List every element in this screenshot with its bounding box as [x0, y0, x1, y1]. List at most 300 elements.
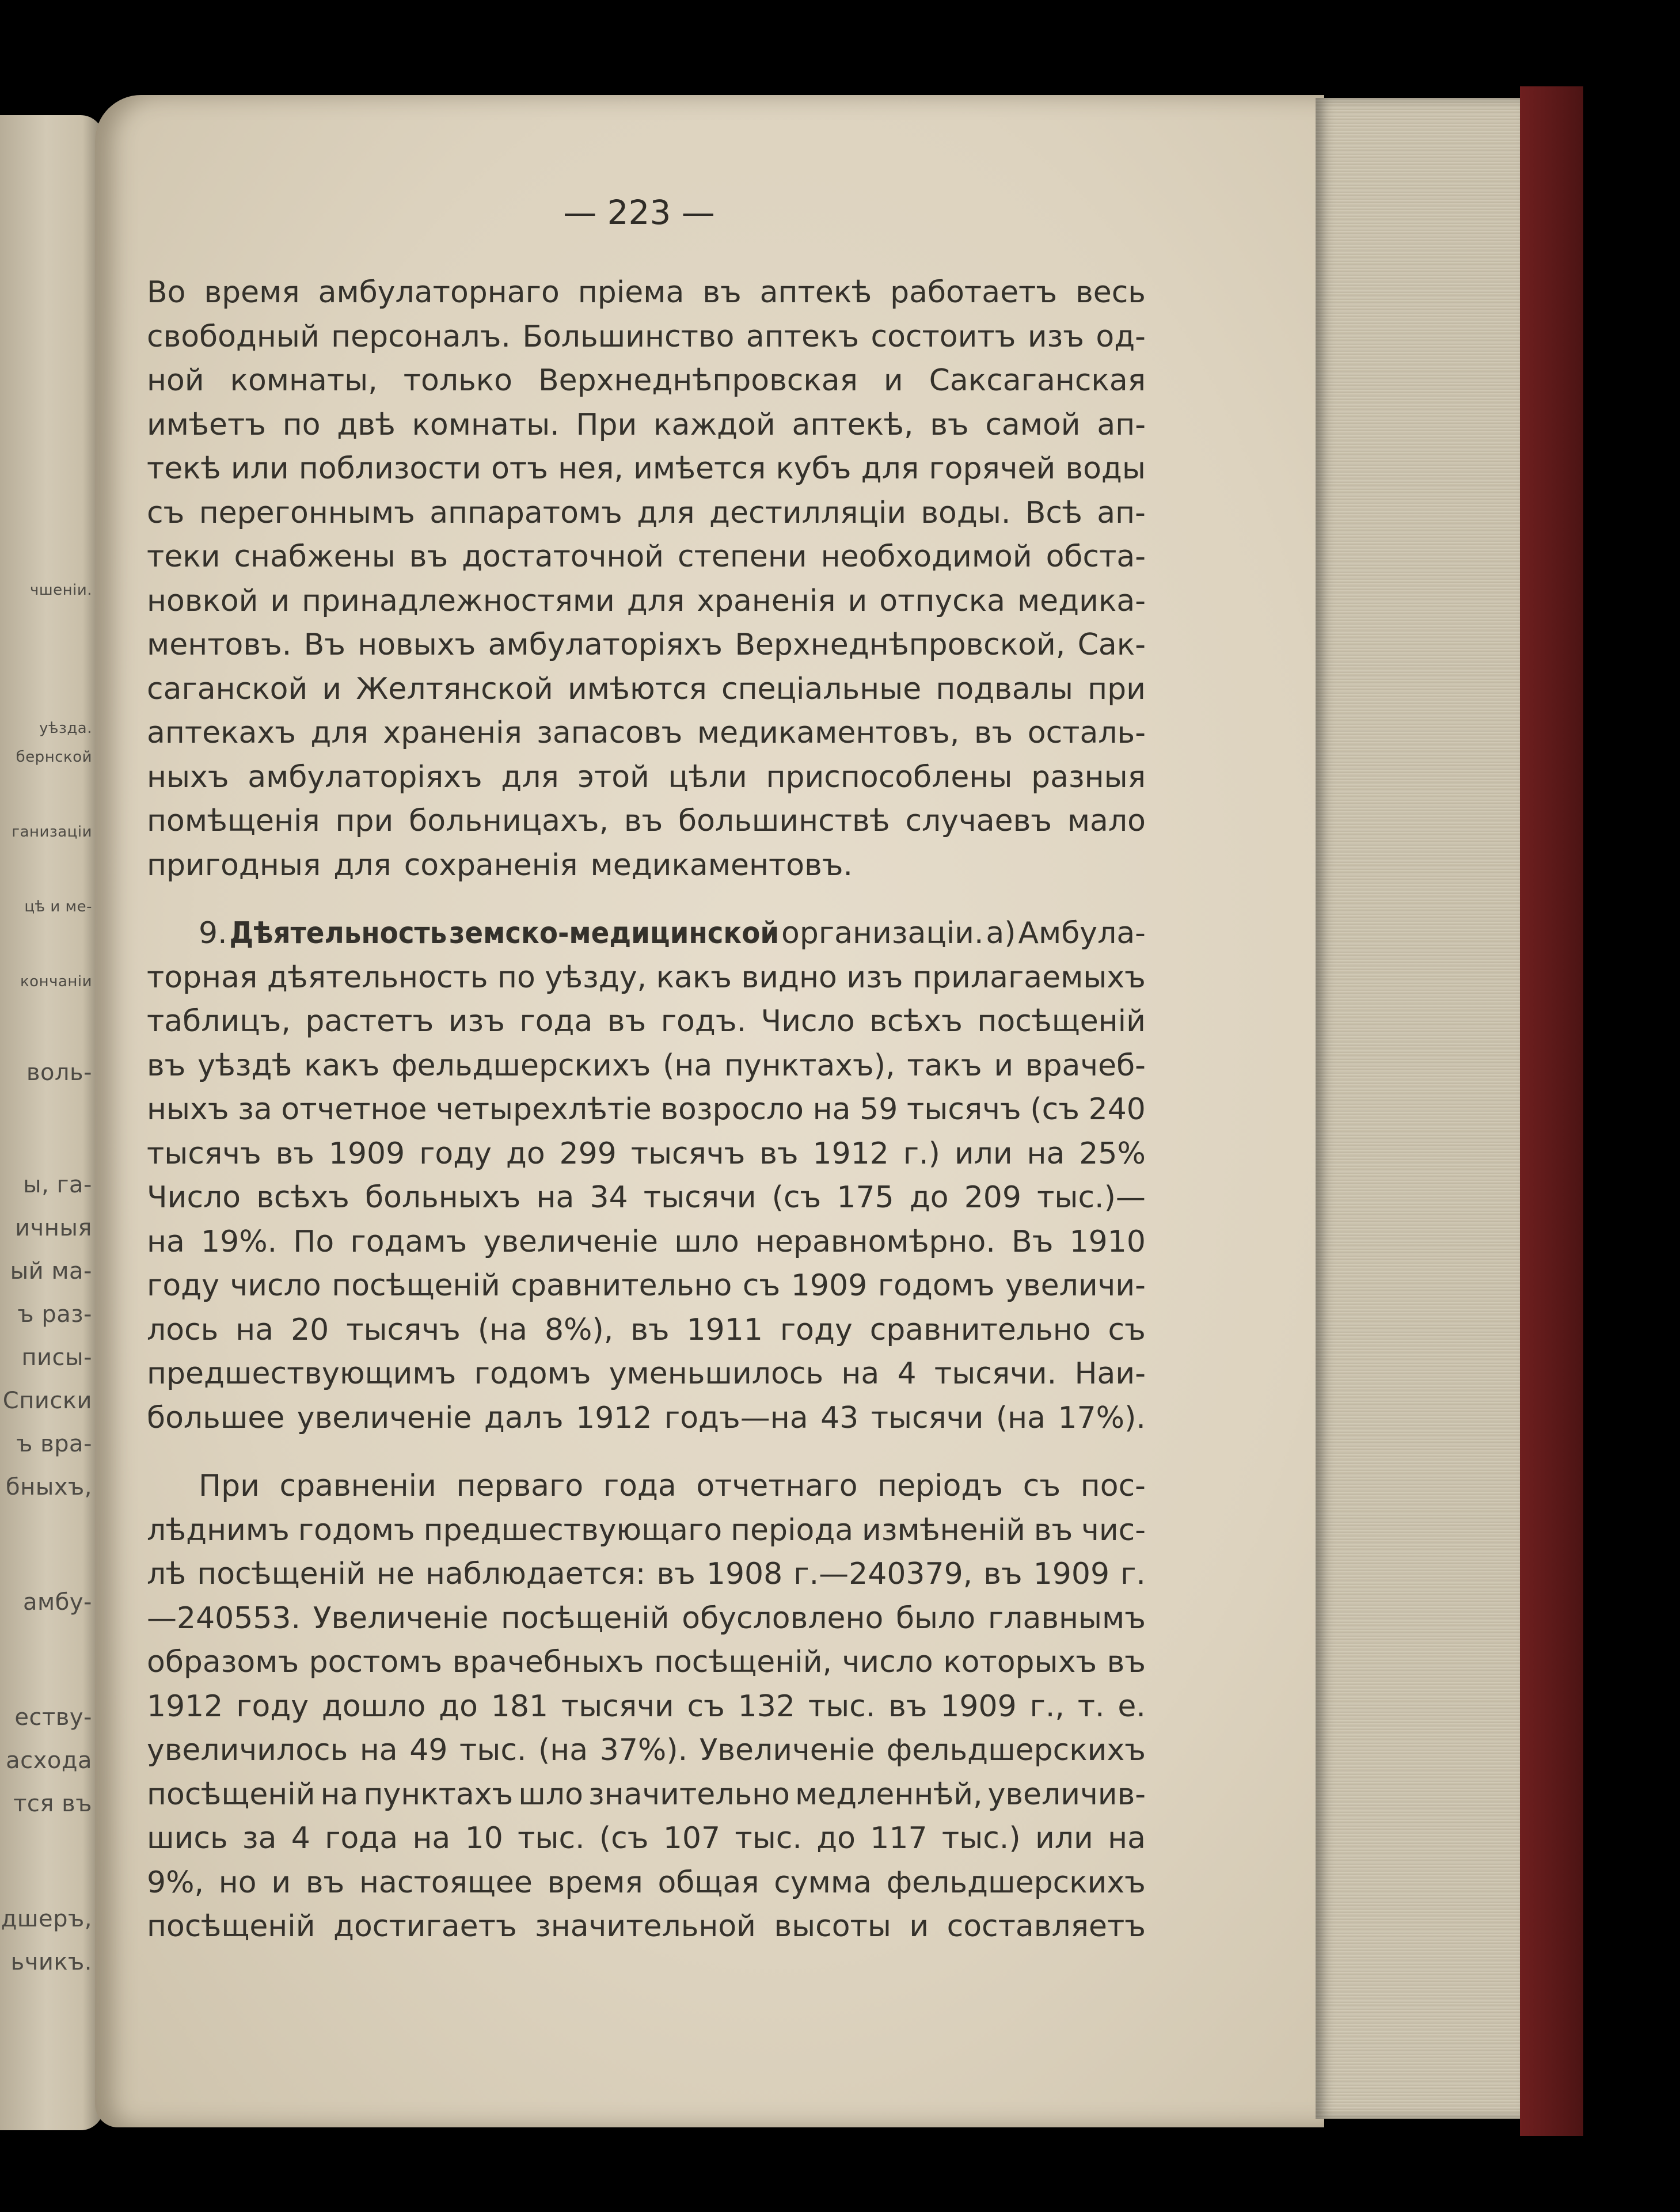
word: пригодныя: [147, 847, 321, 883]
word: настоящее: [359, 1865, 533, 1900]
word: отпуска: [879, 583, 1006, 618]
word: и: [847, 583, 868, 618]
word: и: [883, 363, 903, 398]
word: 132: [738, 1689, 795, 1724]
word: въ: [1107, 1645, 1146, 1679]
word: Во: [147, 275, 186, 310]
word: измѣненій: [862, 1512, 1025, 1548]
word: Верхнеднѣпровской,: [735, 628, 1066, 662]
word: по: [497, 960, 535, 995]
word: годъ.: [660, 1004, 747, 1039]
word: 1909: [328, 1136, 405, 1171]
word: (на: [477, 1312, 527, 1347]
left-fragment: чшеніи.: [29, 581, 92, 599]
word: горячей: [929, 451, 1056, 486]
word: 8%),: [544, 1312, 614, 1347]
word: храненія: [383, 716, 522, 750]
word: земско-медицинской: [449, 916, 780, 951]
word: высоты: [774, 1909, 891, 1944]
word: на: [1108, 1821, 1146, 1856]
word: медикаментовъ,: [697, 716, 960, 750]
word: на: [536, 1180, 575, 1215]
word: достигаетъ: [333, 1909, 517, 1944]
word: увеличеніе: [483, 1224, 659, 1259]
word: Большинство: [522, 319, 735, 354]
left-fragment: ьчикъ.: [10, 1949, 92, 1975]
word: 1909: [790, 1268, 868, 1303]
left-fragment: ъ раз-: [17, 1301, 92, 1328]
word: или: [230, 451, 289, 486]
word: для: [626, 583, 685, 618]
word: цѣли: [668, 759, 747, 795]
word: г.: [1120, 1557, 1146, 1591]
text-line: [147, 271, 1146, 315]
word: (съ: [1030, 1092, 1080, 1127]
word: въ: [974, 716, 1013, 750]
text-line: [147, 1220, 1146, 1264]
left-fragment: воль-: [26, 1059, 92, 1086]
word: число: [842, 1645, 933, 1679]
word: на: [1027, 1136, 1065, 1171]
word: дѣятельность: [267, 960, 488, 995]
word: за: [238, 1092, 272, 1127]
word: 4: [291, 1821, 310, 1856]
word: въ: [147, 1048, 186, 1083]
word: 240: [1088, 1092, 1146, 1127]
word: Число: [761, 1004, 855, 1039]
word: спеціальные: [721, 671, 922, 706]
word: (съ: [771, 1180, 822, 1215]
word: изъ: [448, 1004, 505, 1039]
text-line: [147, 1044, 1146, 1088]
word: годъ—на: [664, 1400, 808, 1435]
word: 1910: [1069, 1224, 1146, 1259]
word: имѣются: [567, 671, 707, 706]
word: аптекъ: [746, 319, 860, 354]
word: годомъ: [298, 1512, 415, 1548]
word: работаетъ: [890, 275, 1058, 310]
word: Дѣятельность: [229, 916, 447, 951]
word: всѣхъ: [256, 1180, 349, 1215]
word: но: [218, 1865, 257, 1900]
word: до: [439, 1689, 478, 1724]
word: (на: [663, 1048, 713, 1083]
word: Верхнеднѣпровская: [538, 363, 858, 398]
word: имѣется: [633, 451, 766, 486]
text-line: [147, 1308, 1146, 1352]
word: аптекѣ,: [792, 407, 914, 442]
word: увеличилось: [147, 1733, 348, 1768]
word: г.,: [1029, 1689, 1065, 1724]
word: составляетъ: [947, 1909, 1146, 1944]
word: 19%.: [201, 1224, 278, 1259]
text-line: [147, 1132, 1146, 1176]
word: году: [147, 1268, 219, 1303]
word: 1912: [812, 1136, 889, 1171]
word: 1912: [147, 1689, 223, 1724]
word: Увеличеніе: [313, 1601, 489, 1636]
word: медика-: [1017, 583, 1146, 618]
word: обста-: [1046, 539, 1146, 574]
word: годамъ: [350, 1224, 467, 1259]
word: въ: [275, 1136, 314, 1171]
word: увеличи-: [1005, 1268, 1146, 1303]
word: до: [816, 1821, 856, 1856]
word: обусловлено: [682, 1601, 884, 1636]
word: больныхъ: [365, 1180, 521, 1215]
left-fragment: еству-: [14, 1704, 92, 1731]
word: помѣщенія: [147, 804, 320, 838]
word: годомъ: [877, 1268, 995, 1303]
word: и: [909, 1909, 929, 1944]
word: съ: [687, 1689, 725, 1724]
left-fragment: тся въ: [13, 1791, 92, 1817]
word: лось: [147, 1312, 219, 1347]
word: на: [812, 1092, 851, 1127]
word: было: [895, 1601, 976, 1636]
word: которыхъ: [943, 1645, 1097, 1679]
text-line: [147, 359, 1146, 403]
word: врачебныхъ: [452, 1645, 644, 1679]
word: четырехлѣтіе: [435, 1092, 652, 1127]
word: періодъ: [877, 1469, 1004, 1503]
word: а): [986, 916, 1016, 951]
word: имѣетъ: [147, 407, 266, 442]
word: 10: [465, 1821, 503, 1856]
page-number: — 223 —: [563, 193, 715, 232]
word: при: [1088, 671, 1146, 706]
word: увеличив-: [987, 1777, 1146, 1812]
word: тыс.: [459, 1733, 527, 1768]
word: Увеличеніе: [699, 1733, 875, 1768]
word: фельдшерскихъ: [886, 1733, 1146, 1768]
word: года: [603, 1469, 676, 1503]
word: степени: [678, 539, 807, 574]
word: чис-: [1081, 1512, 1146, 1548]
word: г.): [903, 1136, 940, 1171]
word: періода: [731, 1512, 854, 1548]
word: сохраненія: [404, 847, 578, 883]
word: новкой: [147, 583, 259, 618]
word: 181: [491, 1689, 549, 1724]
word: для: [333, 847, 392, 883]
text-line: [147, 799, 1146, 843]
word: по: [282, 407, 321, 442]
word: весь: [1075, 275, 1146, 310]
word: пунктахъ),: [724, 1048, 895, 1083]
word: 25%: [1079, 1136, 1146, 1171]
word: разныя: [1031, 759, 1146, 795]
word: таблицъ,: [147, 1004, 291, 1039]
left-fragment: кончаніи: [20, 973, 92, 990]
word: для: [861, 451, 919, 486]
word: отчетное: [281, 1092, 427, 1127]
word: сравнительно: [869, 1312, 1091, 1347]
word: отчетнаго: [696, 1469, 858, 1503]
word: амбулаторіяхъ: [248, 759, 482, 795]
left-fragment: ичныя: [15, 1215, 92, 1241]
word: саганской: [147, 671, 308, 706]
word: 17%).: [1058, 1400, 1146, 1435]
word: посѣщеній: [147, 1777, 316, 1812]
word: запасовъ: [537, 716, 683, 750]
word: ап-: [1097, 495, 1146, 530]
word: Въ: [1012, 1224, 1054, 1259]
word: видно: [741, 960, 837, 995]
text-line: [147, 1728, 1146, 1773]
word: необходимой: [820, 539, 1032, 574]
word: посѣщеній: [197, 1557, 366, 1591]
word: растетъ: [305, 1004, 434, 1039]
word: дошло: [321, 1689, 426, 1724]
word: возросло: [660, 1092, 804, 1127]
word: 4: [897, 1356, 917, 1391]
word: При: [199, 1469, 260, 1503]
left-fragment: ъ вра-: [16, 1431, 92, 1457]
word: лѣ: [147, 1557, 187, 1591]
word: аппаратомъ: [429, 495, 622, 530]
word: на: [841, 1356, 880, 1391]
word: въ: [983, 1557, 1023, 1591]
word: г.—240379,: [793, 1557, 973, 1591]
text-line: [147, 755, 1146, 800]
word: для: [310, 716, 368, 750]
left-fragment: бныхъ,: [5, 1474, 92, 1500]
word: случаевъ: [905, 804, 1052, 838]
word: т.: [1077, 1689, 1105, 1724]
word: перегоннымъ: [199, 495, 415, 530]
word: нея,: [558, 451, 624, 486]
left-fragment: бернской: [16, 748, 92, 766]
text-line: [147, 535, 1146, 579]
left-fragment: ганизаціи: [12, 823, 92, 841]
word: мало: [1067, 804, 1146, 838]
word: на: [412, 1821, 451, 1856]
word: году: [236, 1689, 309, 1724]
left-fragment: асхода: [6, 1747, 92, 1774]
word: тыс.: [518, 1821, 585, 1856]
word: посѣщеній: [332, 1268, 500, 1303]
text-line: [147, 1176, 1146, 1220]
left-fragment: цѣ и ме-: [24, 898, 92, 915]
word: число: [230, 1268, 321, 1303]
left-fragment: ы, га-: [23, 1172, 92, 1198]
word: этой: [577, 759, 649, 795]
word: въ: [759, 1136, 799, 1171]
word: самой: [985, 407, 1081, 442]
word: 59: [860, 1092, 898, 1127]
left-fragment: дшеръ,: [1, 1906, 92, 1932]
word: ростомъ: [309, 1645, 443, 1679]
word: какъ: [656, 960, 732, 995]
word: пунктахъ: [363, 1777, 514, 1812]
word: и: [271, 1865, 291, 1900]
word: ныхъ: [147, 759, 229, 795]
word: сравнительно: [511, 1268, 732, 1303]
word: При: [576, 407, 637, 442]
word: время: [547, 1865, 643, 1900]
word: 49: [409, 1733, 448, 1768]
word: ментовъ.: [147, 628, 292, 662]
word: 1911: [686, 1312, 763, 1347]
word: въ: [702, 275, 742, 310]
text-line: [147, 1464, 1146, 1508]
text-line: [147, 1396, 1146, 1441]
text-line: [147, 1905, 1146, 1949]
word: значительно: [588, 1777, 790, 1812]
word: 209: [964, 1180, 1021, 1215]
word: ныхъ: [147, 1092, 229, 1127]
word: 9.: [199, 916, 227, 951]
text-line: [147, 956, 1146, 1000]
text-line: [147, 711, 1146, 755]
word: торная: [147, 960, 258, 995]
word: дестилляціи: [709, 495, 907, 530]
word: шло: [674, 1224, 739, 1259]
word: принадлежностями: [302, 583, 615, 618]
word: пріема: [577, 275, 685, 310]
left-page-edge: [0, 115, 104, 2130]
word: 1909: [1033, 1557, 1110, 1591]
word: состоитъ: [871, 319, 1016, 354]
word: изъ: [846, 960, 903, 995]
left-fragment: уѣзда.: [39, 720, 92, 737]
word: осталь-: [1027, 716, 1146, 750]
word: до: [909, 1180, 949, 1215]
word: или: [1035, 1821, 1093, 1856]
text-line: [147, 1352, 1146, 1396]
word: наблюдается:: [425, 1557, 646, 1591]
word: снабжены: [234, 539, 396, 574]
word: посѣщеній: [501, 1601, 670, 1636]
word: —240553.: [147, 1601, 301, 1636]
word: Число: [147, 1180, 241, 1215]
left-fragment: ый ма-: [10, 1258, 92, 1284]
word: въ: [930, 407, 969, 442]
left-fragment: амбу-: [23, 1589, 92, 1616]
text-line: [147, 999, 1146, 1044]
word: аптекахъ: [147, 716, 296, 750]
word: предшествующаго: [423, 1512, 723, 1548]
word: новыхъ: [358, 628, 476, 662]
word: аптекѣ: [759, 275, 872, 310]
word: (съ: [599, 1821, 649, 1856]
word: отъ: [491, 451, 548, 486]
word: всѣхъ: [869, 1004, 963, 1039]
word: и: [322, 671, 342, 706]
word: большее: [147, 1400, 285, 1435]
text-line: [147, 1508, 1146, 1553]
text-line: [147, 1088, 1146, 1132]
word: на: [147, 1224, 185, 1259]
word: за: [242, 1821, 277, 1856]
word: каждой: [653, 407, 776, 442]
word: года: [519, 1004, 593, 1039]
word: тыс.: [735, 1821, 802, 1856]
word: или: [954, 1136, 1013, 1171]
word: на: [359, 1733, 398, 1768]
word: подвалы: [936, 671, 1073, 706]
word: храненія: [697, 583, 836, 618]
word: 43: [820, 1400, 859, 1435]
word: при: [335, 804, 394, 838]
word: значительной: [535, 1909, 756, 1944]
word: комнаты.: [412, 407, 560, 442]
word: образомъ: [147, 1645, 299, 1679]
word: 1909: [940, 1689, 1017, 1724]
text-line: [147, 623, 1146, 667]
word: главнымъ: [987, 1601, 1146, 1636]
word: 175: [837, 1180, 894, 1215]
word: тысячи: [871, 1400, 984, 1435]
word: далъ: [484, 1400, 564, 1435]
word: съ: [1023, 1469, 1061, 1503]
word: поблизости: [298, 451, 481, 486]
word: время: [204, 275, 300, 310]
text-line: [147, 1640, 1146, 1685]
word: тыс.)—: [1037, 1180, 1146, 1215]
text-line: [147, 1816, 1146, 1861]
word: въ: [630, 1312, 670, 1347]
word: 20: [291, 1312, 329, 1347]
text-line: [147, 1685, 1146, 1729]
word: Всѣ: [1025, 495, 1082, 530]
word: тысячи: [561, 1689, 674, 1724]
word: большинствѣ: [678, 804, 890, 838]
word: текѣ: [147, 451, 221, 486]
word: уѣздѣ: [197, 1048, 292, 1083]
word: какъ: [304, 1048, 380, 1083]
word: и: [270, 583, 290, 618]
word: года: [325, 1821, 398, 1856]
word: въ: [656, 1557, 695, 1591]
text-line: [147, 1773, 1146, 1817]
word: тысячъ: [630, 1136, 746, 1171]
word: врачеб-: [1025, 1048, 1146, 1083]
word: фельдшерскихъ: [392, 1048, 651, 1083]
word: Желтянской: [356, 671, 553, 706]
word: Наи-: [1074, 1356, 1146, 1391]
word: Саксаганская: [929, 363, 1146, 398]
word: од-: [1096, 319, 1146, 354]
word: двѣ: [337, 407, 396, 442]
word: медленнѣй,: [795, 1777, 983, 1812]
word: тысячъ: [147, 1136, 261, 1171]
word: 37%).: [599, 1733, 688, 1768]
word: посѣщеній: [977, 1004, 1146, 1039]
word: 299: [559, 1136, 617, 1171]
word: 1912: [576, 1400, 652, 1435]
word: медикаментовъ.: [590, 847, 853, 883]
word: тыс.: [808, 1689, 876, 1724]
word: персоналъ.: [331, 319, 511, 354]
text-line: [147, 447, 1146, 491]
word: достаточной: [462, 539, 664, 574]
word: По: [293, 1224, 335, 1259]
word: году: [419, 1136, 492, 1171]
word: посѣщеній: [147, 1909, 316, 1944]
word: (на: [538, 1733, 588, 1768]
word: 1908: [706, 1557, 783, 1591]
word: пос-: [1080, 1469, 1146, 1503]
word: свободный: [147, 319, 320, 354]
word: общая: [657, 1865, 759, 1900]
word: кубъ: [776, 451, 852, 486]
text-line: [147, 403, 1146, 447]
word: тысячъ: [346, 1312, 461, 1347]
word: годомъ: [474, 1356, 591, 1391]
word: фельдшерскихъ: [886, 1865, 1146, 1900]
